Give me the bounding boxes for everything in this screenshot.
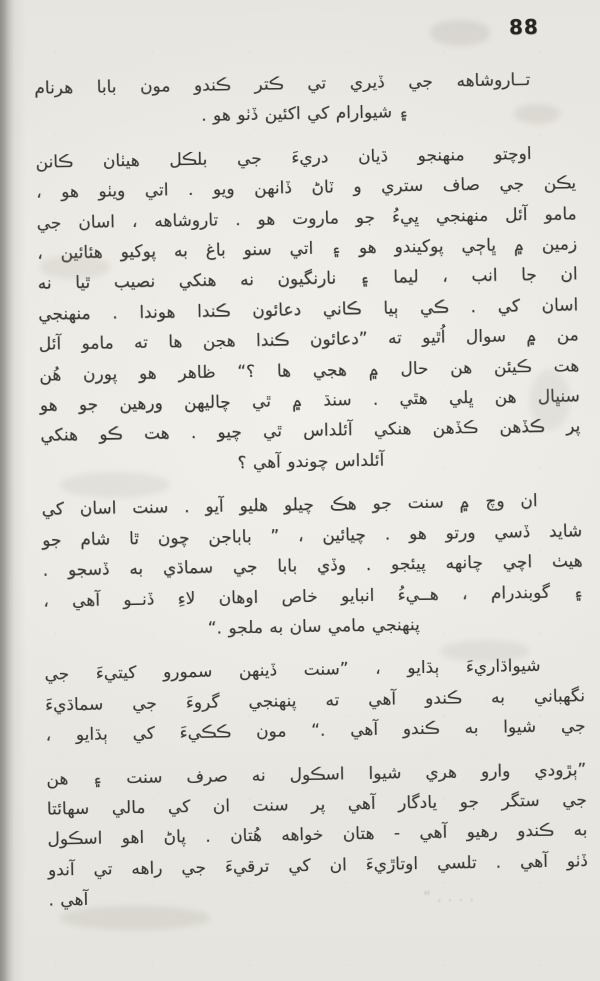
text-line: من ۾ سوال اُٿيو ته ”دعائون ڪندا هجن ها ته مامو آئل <box>38 325 579 355</box>
text-line: اوچتو منهنجو ڌيان دريءَ جي بلڪل هيٺان ڪانن <box>35 143 532 173</box>
text-line: جي شيوا به ڪندو آهي .“ مون ڪڪيءَ کي ٻڌايو ، <box>45 716 586 746</box>
text-line: به ڪندو رهيو آهي - هتان خواهه هُتان . پاڻ اهو اسڪول <box>47 820 588 850</box>
text-line: آئلداس چوندو آهي ؟ <box>237 450 385 474</box>
paragraph <box>41 486 584 647</box>
text-line: جي ستگر جو يادگار آهي پر سنت ان کي مالي سهائتا <box>46 790 587 820</box>
text-line: ۽ شيوارام کي اکئين ڏٺو هو . <box>201 102 409 127</box>
text-line: پر ڪڏهن ڪڏهن هنکي آئلداس ٿي چيو . هت ڪو هنکي <box>40 416 581 447</box>
paragraph <box>46 755 589 916</box>
text-line: آهي . <box>48 890 89 911</box>
body-text <box>34 64 589 916</box>
text-line: ۽ گوبندرام ، هــيءُ انبايو خاص اوهان لاءِ ڏنــو آهي ، <box>43 581 584 612</box>
binding-shadow <box>0 0 26 981</box>
text-line: هت ڪيئن هن حال ۾ هجي ها ؟“ ظاهر هو پورن هُن <box>39 355 580 386</box>
text-line: سنڀال هن ڀلي هٿي . سنڌ ۾ ٿي چاليهن ورهين جو هو <box>39 386 580 416</box>
bleedthrough-text: ....“ <box>422 886 481 906</box>
text-line: ”ٻڙودي وارو هري شيوا اسڪول نه صرف سنت ۽ هن <box>46 759 587 790</box>
text-line: زمين ۾ ڀاڄي پوکيندو هو ۽ اتي سنو باغ به پوکيو هئائين ، <box>37 234 578 264</box>
text-line: نگهباني به ڪندو آهي ته پنهنجي گروءَ جي سماڌيءَ <box>44 685 586 716</box>
text-line: تــاروشاهه جي ڏيري تي ڪتر ڪندو مون بابا هرنام <box>34 70 531 99</box>
text-line: ان وچ ۾ سنت جو هڪ چيلو هليو آيو . سنت اسان کي <box>41 491 538 520</box>
text-line: شيواڌاريءَ ٻڌايو ، ”سنت ڏينهن سمورو کيتيءَ جي <box>44 656 541 685</box>
page-number: 88 <box>508 14 540 40</box>
text-line: هيٺ اچي چانهه پيئجو . وڏي بابا جي سماڌي به ڏسجو . <box>42 551 583 581</box>
text-line: ڏٺو آهي . تلسي اوتاڙيءَ ان کي ترقيءَ جي راهه تي آندو <box>47 850 589 881</box>
paragraph <box>35 138 581 482</box>
text-line: يڪن جي صاف ستري و ٽاڻ ڏانهن ويو . اتي ويٺو هو ، <box>35 173 577 203</box>
text-line: پنهنجي مامي سان به ملجو .“ <box>207 614 420 639</box>
text-line: ان جا انب ، ليما ۽ نارنگيون نه هنکي نصيب ٿيا نه <box>37 264 578 295</box>
text-line: شايد ڏسي ورتو هو . چيائين ، ” باباجن چون ٿا شام جو <box>42 520 583 551</box>
text-line: مامو آئل منهنجي ڀيءُ جو ماروت هو . تاروشاهه ، اسان جي <box>36 203 577 234</box>
paragraph <box>34 64 575 134</box>
paragraph <box>44 651 586 752</box>
scan-smudge <box>430 20 490 46</box>
text-line: اسان کي . ڪي ٻيا ڪاني دعائون ڪندا هوندا . منهنجي <box>38 295 579 325</box>
